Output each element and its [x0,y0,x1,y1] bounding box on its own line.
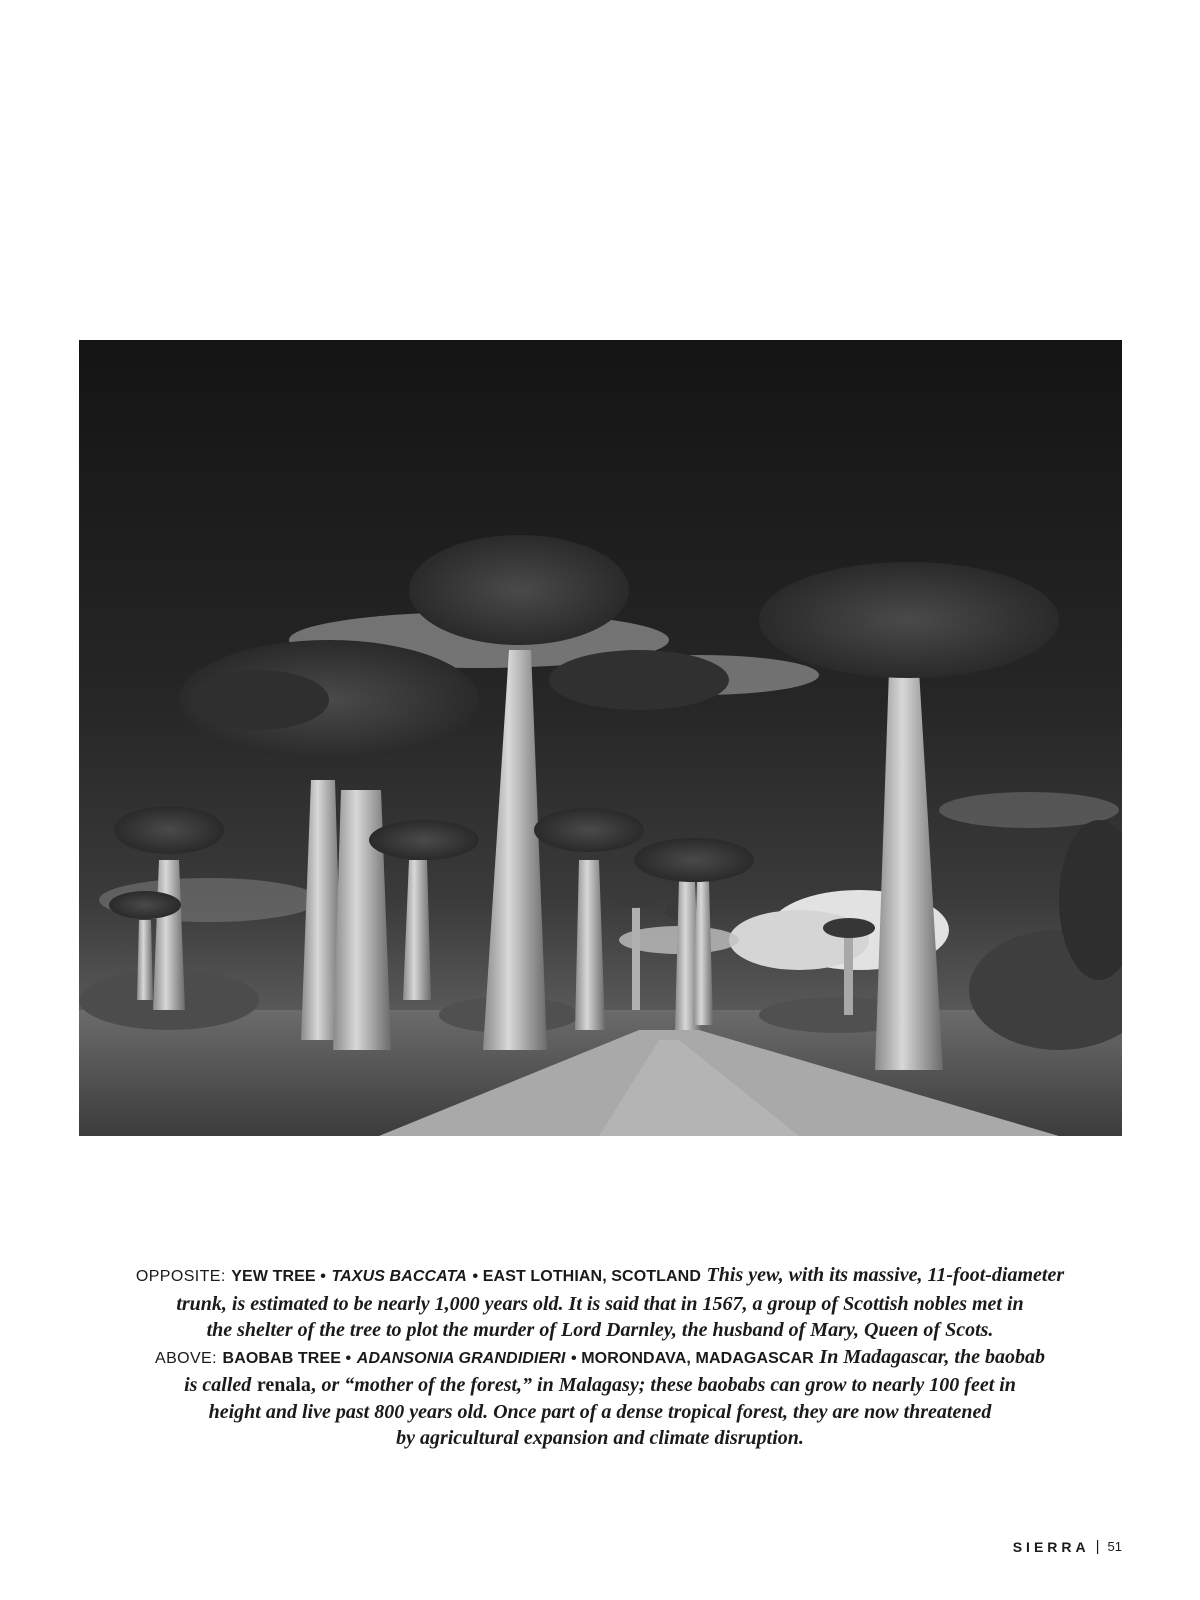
caption-opposite-lead: OPPOSITE: [135,1268,226,1285]
caption-above-species: ADANSONIA GRANDIDIERI [356,1349,566,1367]
baobab-photo [79,340,1122,1136]
caption-above-renala: renala, [256,1374,316,1396]
caption-above-text-4: by agricultural expansion and climate disruption. [396,1427,804,1449]
caption-opposite-tree: YEW TREE • [231,1268,326,1285]
caption-opposite-text-3: the shelter of the tree to plot the murder of Lord Darnley, the husband of Mary, Queen of Scots. [206,1319,994,1341]
caption-above-text-3: height and live past 800 years old. Once part of a dense tropical forest, they are now threatened [208,1400,992,1423]
caption-above-text-1: In Madagascar, the baobab [819,1345,1045,1368]
caption-line-5 [96,1372,1104,1399]
caption-above-tree: BAOBAB TREE • [222,1349,352,1367]
caption-above-location: • MORONDAVA, MADAGASCAR [570,1349,814,1367]
caption-opposite-text-1: This yew, with its massive, 11-foot-diameter [706,1264,1065,1286]
caption-above-text-2a: is called [184,1374,252,1396]
photo-caption [96,1262,1104,1452]
magazine-name: SIERRA [1012,1538,1090,1555]
caption-opposite-text-2: trunk, is estimated to be nearly 1,000 years old. It is said that in 1567, a group of Scottish nobles met in [176,1292,1024,1315]
caption-above-text-2b: or “mother of the forest,” in Malagasy; these baobabs can grow to nearly 100 feet in [321,1374,1016,1396]
page-number: 51 [1107,1539,1122,1554]
caption-line-1 [96,1262,1104,1291]
folio-separator: | [1095,1538,1100,1555]
caption-opposite-species: TAXUS BACCATA [331,1268,467,1285]
baobab-photo-image [79,340,1122,1136]
caption-above-lead: ABOVE: [155,1349,217,1367]
caption-line-4 [96,1344,1104,1373]
page-folio [1013,1538,1122,1555]
caption-opposite-location: • EAST LOTHIAN, SCOTLAND [472,1268,701,1285]
